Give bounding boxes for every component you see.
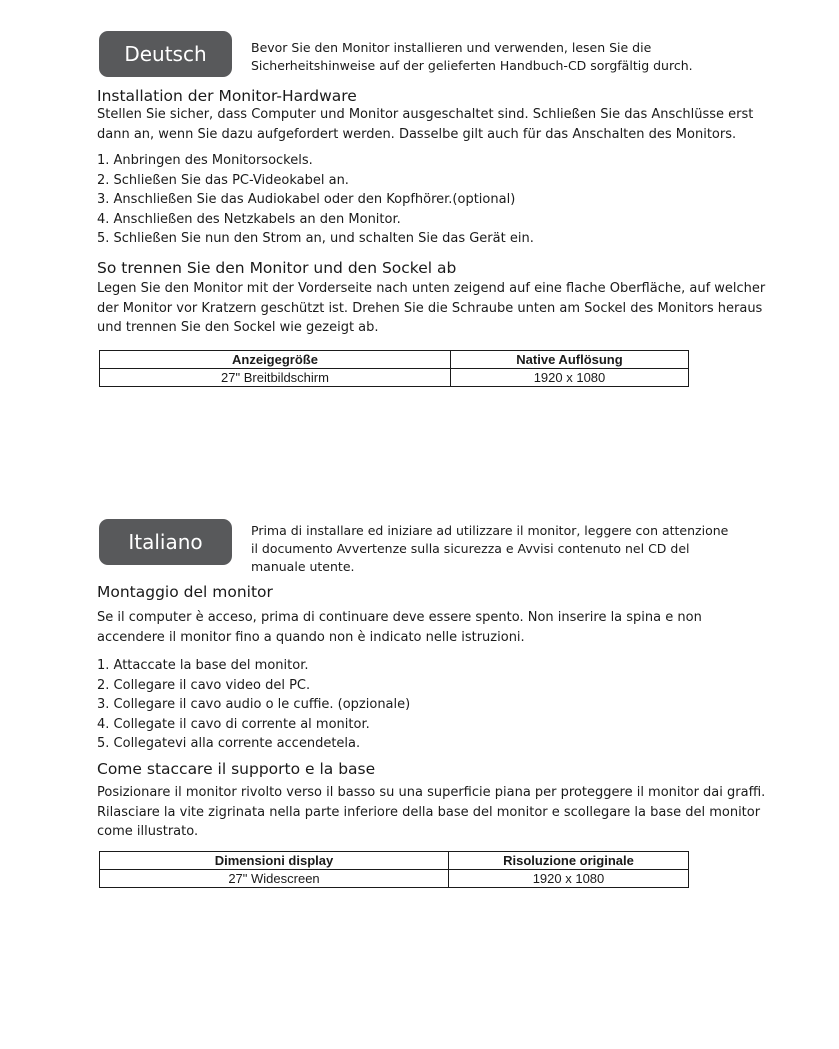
- table-cell: 27" Breitbildschirm: [100, 369, 451, 387]
- table-header-row: [100, 351, 689, 369]
- install-steps: [97, 656, 410, 754]
- intro-text: Prima di installare ed iniziare ad utilizzare il monitor, leggere con attenzione il documento Avvertenze sulla sicurezza e Avvisi contenuto nel CD del manuale utente.: [251, 523, 729, 574]
- install-heading: Installation der Monitor-Hardware: [97, 87, 357, 105]
- spec-table: [99, 350, 689, 387]
- list-item: 5. Schließen Sie nun den Strom an, und schalten Sie das Gerät ein.: [97, 231, 534, 246]
- table-row: [100, 870, 689, 888]
- language-badge-italiano: Italiano: [99, 519, 232, 565]
- table-cell: 1920 x 1080: [449, 870, 689, 888]
- language-badge-deutsch: Deutsch: [99, 31, 232, 77]
- install-steps: [97, 151, 534, 249]
- list-item: 2. Schließen Sie das PC-Videokabel an.: [97, 172, 349, 188]
- detach-heading: Come staccare il supporto e la base: [97, 760, 376, 778]
- list-item: 3. Anschließen Sie das Audiokabel oder den Kopfhörer.(optional): [97, 192, 516, 207]
- install-text: Stellen Sie sicher, dass Computer und Monitor ausgeschaltet sind. Schließen Sie das Anschlüsse erst dann an, wenn Sie dazu aufgefordert werden. Dasselbe gilt auch für das Anschalten des Monitors.: [97, 107, 754, 142]
- detach-text: Posizionare il monitor rivolto verso il basso su una superficie piana per proteggere il monitor dai graffi. Rilasciare la vite zigrinata nella parte inferiore della base del monitor e scollegare la base del monitor come illustrato.: [97, 785, 766, 839]
- table-header: Anzeigegröße: [100, 351, 451, 369]
- table-header: Risoluzione originale: [449, 852, 689, 870]
- table-cell: 1920 x 1080: [451, 369, 689, 387]
- detach-heading: So trennen Sie den Monitor und den Sockel ab: [97, 259, 457, 277]
- install-text: Se il computer è acceso, prima di continuare deve essere spento. Non inserire la spina e non accendere il monitor fino a quando non è indicato nelle istruzioni.: [97, 610, 702, 645]
- list-item: 4. Anschließen des Netzkabels an den Monitor.: [97, 211, 401, 227]
- install-heading: Montaggio del monitor: [97, 583, 273, 601]
- table-header: Native Auflösung: [451, 351, 689, 369]
- list-item: 1. Anbringen des Monitorsockels.: [97, 153, 313, 168]
- list-item: 4. Collegate il cavo di corrente al monitor.: [97, 716, 370, 732]
- table-header-row: [100, 852, 689, 870]
- detach-text: Legen Sie den Monitor mit der Vorderseite nach unten zeigend auf eine flache Oberfläche, auf welcher der Monitor vor Kratzern geschützt ist. Drehen Sie die Schraube unten am Sockel des Monitors heraus und trennen Sie den Sockel wie gezeigt ab.: [97, 281, 766, 335]
- list-item: 1. Attaccate la base del monitor.: [97, 658, 309, 673]
- table-row: [100, 369, 689, 387]
- table-header: Dimensioni display: [100, 852, 449, 870]
- list-item: 2. Collegare il cavo video del PC.: [97, 677, 311, 693]
- intro-text: Bevor Sie den Monitor installieren und verwenden, lesen Sie die Sicherheitshinweise auf der gelieferten Handbuch-CD sorgfältig durch.: [251, 40, 693, 73]
- list-item: 5. Collegatevi alla corrente accendetela.: [97, 736, 361, 751]
- list-item: 3. Collegare il cavo audio o le cuffie. (opzionale): [97, 697, 411, 712]
- table-cell: 27" Widescreen: [100, 870, 449, 888]
- spec-table: [99, 851, 689, 888]
